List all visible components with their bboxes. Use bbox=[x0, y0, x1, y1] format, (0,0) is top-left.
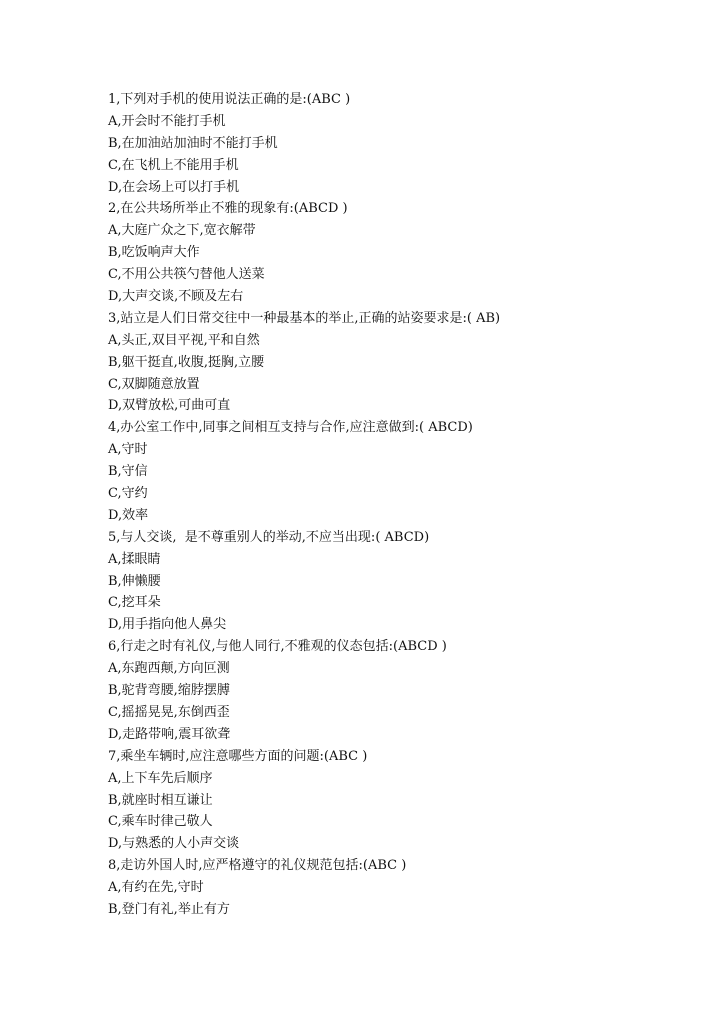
option-text: D,大声交谈,不顾及左右 bbox=[108, 289, 244, 305]
option-text: C,摇摇晃晃,东倒西歪 bbox=[108, 704, 230, 720]
option-text: B,在加油站加油时不能打手机 bbox=[108, 135, 278, 151]
option-text: B,躯干挺直,收腹,挺胸,立腰 bbox=[108, 354, 265, 370]
option-text: D,双臂放松,可曲可直 bbox=[108, 398, 231, 414]
question-text: 5,与人交谈, 是不尊重别人的举动,不应当出现:( ABCD) bbox=[108, 529, 430, 545]
option-text: C,不用公共筷勺替他人送菜 bbox=[108, 267, 265, 283]
question-text: 7,乘坐车辆时,应注意哪些方面的问题:(ABC ) bbox=[108, 748, 368, 764]
question-text: 6,行走之时有礼仪,与他人同行,不雅观的仪态包括:(ABCD ) bbox=[108, 639, 447, 655]
option-text: A,东跑西颠,方向叵测 bbox=[108, 661, 230, 677]
question-text: 4,办公室工作中,同事之间相互支持与合作,应注意做到:( ABCD) bbox=[108, 420, 473, 436]
option-text: D,在会场上可以打手机 bbox=[108, 179, 240, 195]
option-text: A,大庭广众之下,宽衣解带 bbox=[108, 223, 256, 239]
option-text: B,就座时相互谦让 bbox=[108, 792, 213, 808]
question-text: 8,走访外国人时,应严格遵守的礼仪规范包括:(ABC ) bbox=[108, 858, 407, 874]
option-text: B,登门有礼,举止有方 bbox=[108, 901, 230, 917]
option-text: C,双脚随意放置 bbox=[108, 376, 200, 392]
question-text: 2,在公共场所举止不雅的现象有:(ABCD ) bbox=[108, 201, 348, 217]
option-text: C,在飞机上不能用手机 bbox=[108, 157, 239, 173]
question-text: 1,下列对手机的使用说法正确的是:(ABC ) bbox=[108, 92, 351, 107]
option-text: D,与熟悉的人小声交谈 bbox=[108, 836, 240, 852]
option-text: A,上下车先后顺序 bbox=[108, 770, 213, 786]
option-text: C,挖耳朵 bbox=[108, 595, 161, 611]
question-text: 3,站立是人们日常交往中一种最基本的举止,正确的站姿要求是:( AB) bbox=[108, 310, 501, 326]
option-text: B,驼背弯腰,缩脖摆膊 bbox=[108, 683, 230, 699]
option-text: D,效率 bbox=[108, 507, 149, 523]
option-text: C,乘车时律己敬人 bbox=[108, 814, 213, 830]
option-text: A,头正,双目平视,平和自然 bbox=[108, 332, 260, 348]
option-text: C,守约 bbox=[108, 486, 148, 502]
option-text: A,守时 bbox=[108, 442, 148, 458]
option-text: D,用手指向他人鼻尖 bbox=[108, 617, 227, 633]
option-text: A,开会时不能打手机 bbox=[108, 113, 226, 129]
option-text: A,揉眼睛 bbox=[108, 551, 161, 567]
document-body bbox=[108, 89, 668, 921]
option-text: B,守信 bbox=[108, 464, 148, 480]
option-text: B,吃饭响声大作 bbox=[108, 245, 200, 261]
option-text: B,伸懒腰 bbox=[108, 573, 161, 589]
option-text: D,走路带响,震耳欲聋 bbox=[108, 726, 231, 742]
option-text: A,有约在先,守时 bbox=[108, 880, 204, 896]
